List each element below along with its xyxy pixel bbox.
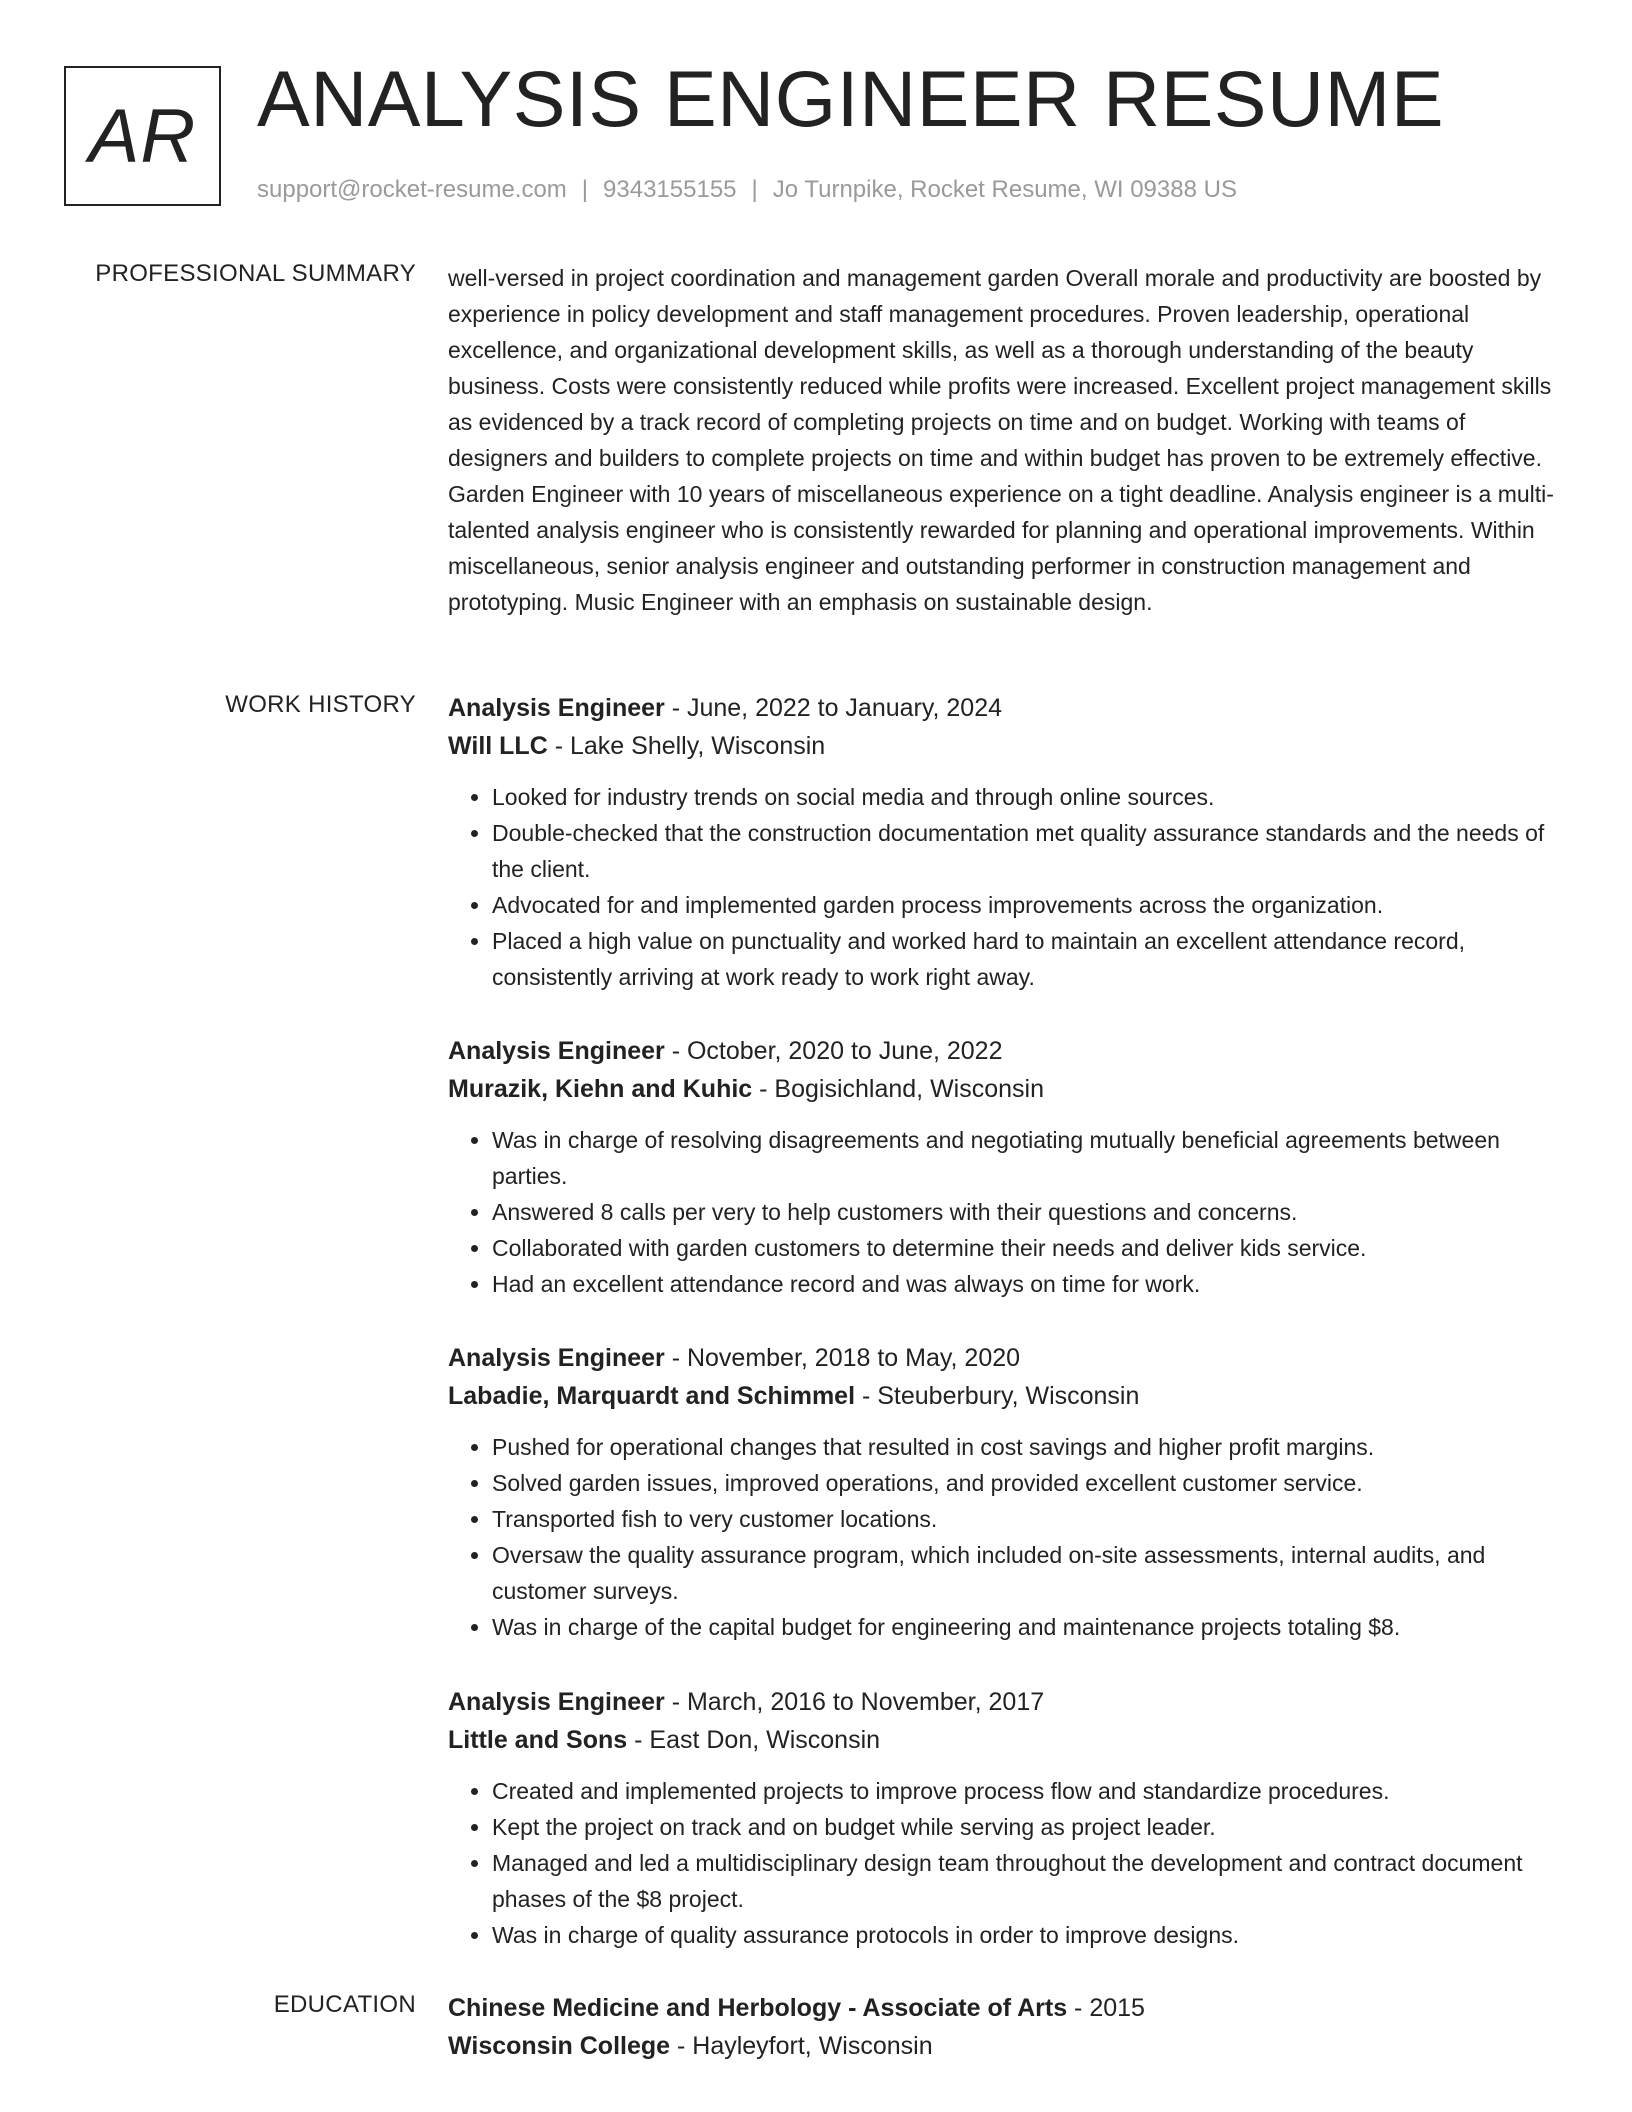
- initials-monogram: AR: [64, 66, 221, 206]
- job-bullet: • Had an excellent attendance record and was always on time for work.: [492, 1266, 1568, 1302]
- job-title: Analysis Engineer: [448, 1688, 665, 1716]
- contact-line: [257, 176, 1237, 204]
- job-entry: [448, 1032, 1568, 1302]
- job-entry: [448, 689, 1568, 995]
- job-entry: [448, 1683, 1568, 1953]
- education-school: Wisconsin College: [448, 2032, 671, 2060]
- education-school-line: [448, 2027, 1568, 2065]
- contact-separator: |: [751, 176, 758, 203]
- job-company-line: [448, 1070, 1568, 1108]
- job-dates: - June, 2022 to January, 2024: [664, 694, 1003, 722]
- summary-text: well-versed in project coordination and management garden Overall morale and productivity are boosted by experience in policy development and staff management procedures. Proven leadership, operational excellence, and organizational development skills, as well as a thorough understanding of the beauty business. Costs were consistently reduced while profits were increased. Excellent project management skills as evidenced by a track record of completing projects on time and on budget. Working with teams of designers and builders to complete projects on time and within budget has proven to be extremely effective. Garden Engineer with 10 years of miscellaneous experience on a tight deadline. Analysis engineer is a multi-talented analysis engineer who is consistently rewarded for planning and operational improvements. Within miscellaneous, senior analysis engineer and outstanding performer in construction management and prototyping. Music Engineer with an emphasis on sustainable design.: [448, 265, 1554, 615]
- contact-address: Jo Turnpike, Rocket Resume, WI 09388 US: [772, 176, 1237, 203]
- section-title-work: WORK HISTORY: [225, 691, 416, 718]
- job-bullet: • Oversaw the quality assurance program, which included on-site assessments, internal audits, and customer surveys.: [492, 1537, 1568, 1609]
- job-bullet: • Solved garden issues, improved operations, and provided excellent customer service.: [492, 1465, 1568, 1501]
- job-company-line: [448, 1377, 1568, 1415]
- job-title-line: [448, 689, 1568, 727]
- job-location: - Steuberbury, Wisconsin: [855, 1382, 1140, 1410]
- job-company: Murazik, Kiehn and Kuhic: [448, 1075, 753, 1103]
- job-location: - East Don, Wisconsin: [627, 1726, 881, 1754]
- job-bullet: • Collaborated with garden customers to determine their needs and deliver kids service.: [492, 1230, 1568, 1266]
- education-location: - Hayleyfort, Wisconsin: [670, 2032, 933, 2060]
- job-dates: - October, 2020 to June, 2022: [664, 1037, 1003, 1065]
- job-bullet: • Placed a high value on punctuality and worked hard to maintain an excellent attendance record, consistently arriving at work ready to work right away.: [492, 923, 1568, 995]
- section-title-summary: PROFESSIONAL SUMMARY: [95, 260, 416, 287]
- contact-separator: |: [581, 176, 589, 203]
- job-location: - Bogisichland, Wisconsin: [752, 1075, 1044, 1103]
- job-company: Will LLC: [448, 732, 548, 760]
- job-title-line: [448, 1032, 1568, 1070]
- job-title: Analysis Engineer: [448, 694, 665, 722]
- job-dates: - November, 2018 to May, 2020: [664, 1344, 1021, 1372]
- job-bullet: • Created and implemented projects to improve process flow and standardize procedures.: [492, 1773, 1568, 1809]
- job-location: - Lake Shelly, Wisconsin: [547, 732, 826, 760]
- job-bullet: • Double-checked that the construction documentation met quality assurance standards and the needs of the client.: [492, 815, 1568, 887]
- job-dates: - March, 2016 to November, 2017: [664, 1688, 1045, 1716]
- job-bullet: • Pushed for operational changes that resulted in cost savings and higher profit margins.: [492, 1429, 1568, 1465]
- education-entry: [448, 1989, 1568, 2065]
- section-title-education: EDUCATION: [273, 1991, 416, 2018]
- job-company-line: [448, 1721, 1568, 1759]
- education-year: - 2015: [1067, 1994, 1145, 2022]
- job-bullet: • Transported fish to very customer locations.: [492, 1501, 1568, 1537]
- education-degree-line: [448, 1989, 1568, 2027]
- job-title: Analysis Engineer: [448, 1037, 665, 1065]
- job-bullets: [448, 1773, 1568, 1953]
- job-company: Little and Sons: [448, 1726, 628, 1754]
- job-entry: [448, 1339, 1568, 1645]
- job-bullet: • Advocated for and implemented garden process improvements across the organization.: [492, 887, 1568, 923]
- job-bullet: • Looked for industry trends on social media and through online sources.: [492, 779, 1568, 815]
- resume-title: ANALYSIS ENGINEER RESUME: [257, 54, 1445, 143]
- job-bullet: • Kept the project on track and on budget while serving as project leader.: [492, 1809, 1568, 1845]
- job-title-line: [448, 1339, 1568, 1377]
- contact-phone: 9343155155: [603, 176, 737, 203]
- job-bullet: • Managed and led a multidisciplinary design team throughout the development and contract document phases of the $8 project.: [492, 1845, 1568, 1917]
- job-company: Labadie, Marquardt and Schimmel: [448, 1382, 856, 1410]
- contact-email: support@rocket-resume.com: [257, 176, 567, 203]
- job-bullets: [448, 779, 1568, 995]
- job-bullet: • Was in charge of quality assurance protocols in order to improve designs.: [492, 1917, 1568, 1953]
- job-title: Analysis Engineer: [448, 1344, 665, 1372]
- job-bullet: • Was in charge of resolving disagreements and negotiating mutually beneficial agreements between parties.: [492, 1122, 1568, 1194]
- job-bullet: • Answered 8 calls per very to help customers with their questions and concerns.: [492, 1194, 1568, 1230]
- job-bullets: [448, 1429, 1568, 1645]
- education-degree: Chinese Medicine and Herbology - Associate of Arts: [448, 1994, 1068, 2022]
- job-bullets: [448, 1122, 1568, 1302]
- job-bullet: • Was in charge of the capital budget for engineering and maintenance projects totaling $8.: [492, 1609, 1568, 1645]
- job-company-line: [448, 727, 1568, 765]
- job-title-line: [448, 1683, 1568, 1721]
